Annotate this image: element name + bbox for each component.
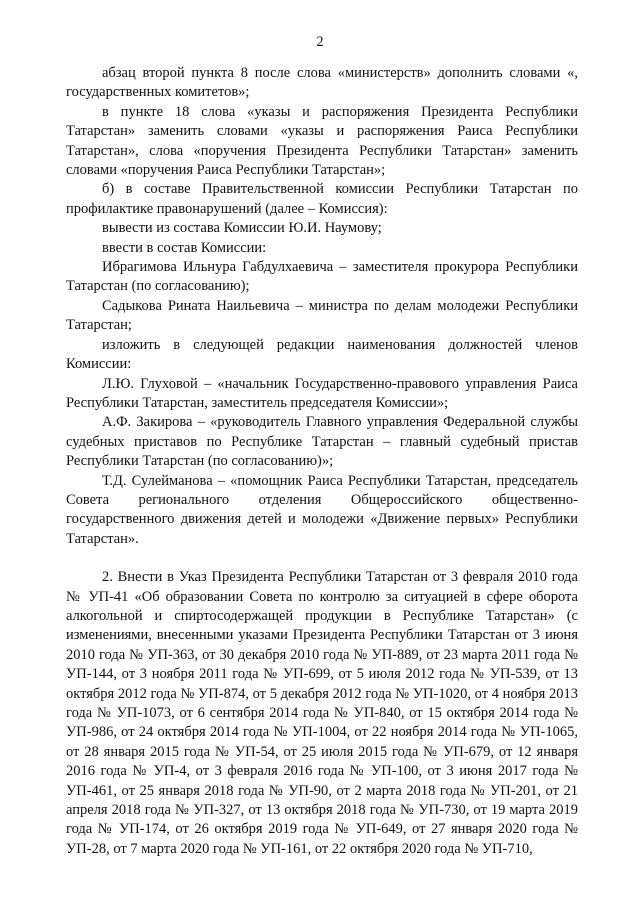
paragraph: изложить в следующей редакции наименования должностей членов Комиссии: (66, 336, 578, 373)
paragraph: Л.Ю. Глуховой – «начальник Государственно-правового управления Раиса Республики Татарстан, заместитель председателя Комиссии»; (66, 375, 578, 411)
paragraph: Т.Д. Сулейманова – «помощник Раиса Республики Татарстан, председатель Совета регионального отделения Общероссийского общественно-государственного движения детей и молодежи «Движение первых» Республики Татарстан». (66, 472, 578, 547)
paragraph: б) в составе Правительственной комиссии Республики Татарстан по профилактике правонарушений (далее – Комиссия): (66, 181, 578, 217)
document-body (66, 64, 578, 859)
page-number: 2 (316, 34, 324, 50)
paragraph: вывести из состава Комиссии Ю.И. Наумову; (102, 220, 382, 237)
paragraph: в пункте 18 слова «указы и распоряжения Президента Республики Татарстан» заменить словами «указы и распоряжения Раиса Республики Татарстан», слова «поручения Президента Республики Татарстан» заменить словами «поручения Раиса Республики Татарстан»; (66, 103, 578, 179)
paragraph: 2. Внести в Указ Президента Республики Татарстан от 3 февраля 2010 года № УП-41 «Об образовании Совета по контролю за ситуацией в сфере оборота алкогольной и спиртосодержащей продукции в Республике Татарстан» (с изменениями, внесенными указами Президента Республики Татарстан от 3 июня 2010 года № УП-363, от 30 декабря 2010 года № УП-889, от 23 марта 2011 года № УП-144, от 3 ноября 2011 года № УП-699, от 5 июля 2012 года № УП-539, от 13 октября 2012 года № УП-874, от 5 декабря 2012 года № УП-1020, от 4 ноября 2013 года № УП-1073, от 6 сентября 2014 года № УП-840, от 15 октября 2014 года № УП-986, от 24 октября 2014 года № УП-1004, от 22 ноября 2014 года № УП-1065, от 28 января 2015 года № УП-54, от 25 июля 2015 года № УП-679, от 12 января 2016 года № УП-4, от 3 февраля 2016 года № УП-100, от 3 июня 2017 года № УП-461, от 25 января 2018 года № УП-90, от 2 марта 2018 года № УП-201, от 21 апреля 2018 года № УП-327, от 13 октября 2018 года № УП-730, от 19 марта 2019 года № УП-174, от 26 октября 2019 года № УП-649, от 27 января 2020 года № УП-28, от 7 марта 2020 года № УП-161, от 22 октября 2020 года № УП-710, (66, 569, 578, 857)
paragraph: Садыкова Рината Наильевича – министра по делам молодежи Республики Татарстан; (66, 297, 578, 334)
paragraph: абзац второй пункта 8 после слова «министерств» дополнить словами «, государственных комитетов»; (66, 65, 578, 101)
paragraph: Ибрагимова Ильнура Габдулхаевича – заместителя прокурора Республики Татарстан (по согласованию); (66, 259, 578, 295)
paragraph: ввести в состав Комиссии: (102, 239, 267, 256)
paragraph: А.Ф. Закирова – «руководитель Главного управления Федеральной службы судебных приставов по Республике Татарстан – главный судебный пристав Республики Татарстан (по согласованию)»; (66, 414, 578, 470)
section-gap (66, 549, 578, 568)
